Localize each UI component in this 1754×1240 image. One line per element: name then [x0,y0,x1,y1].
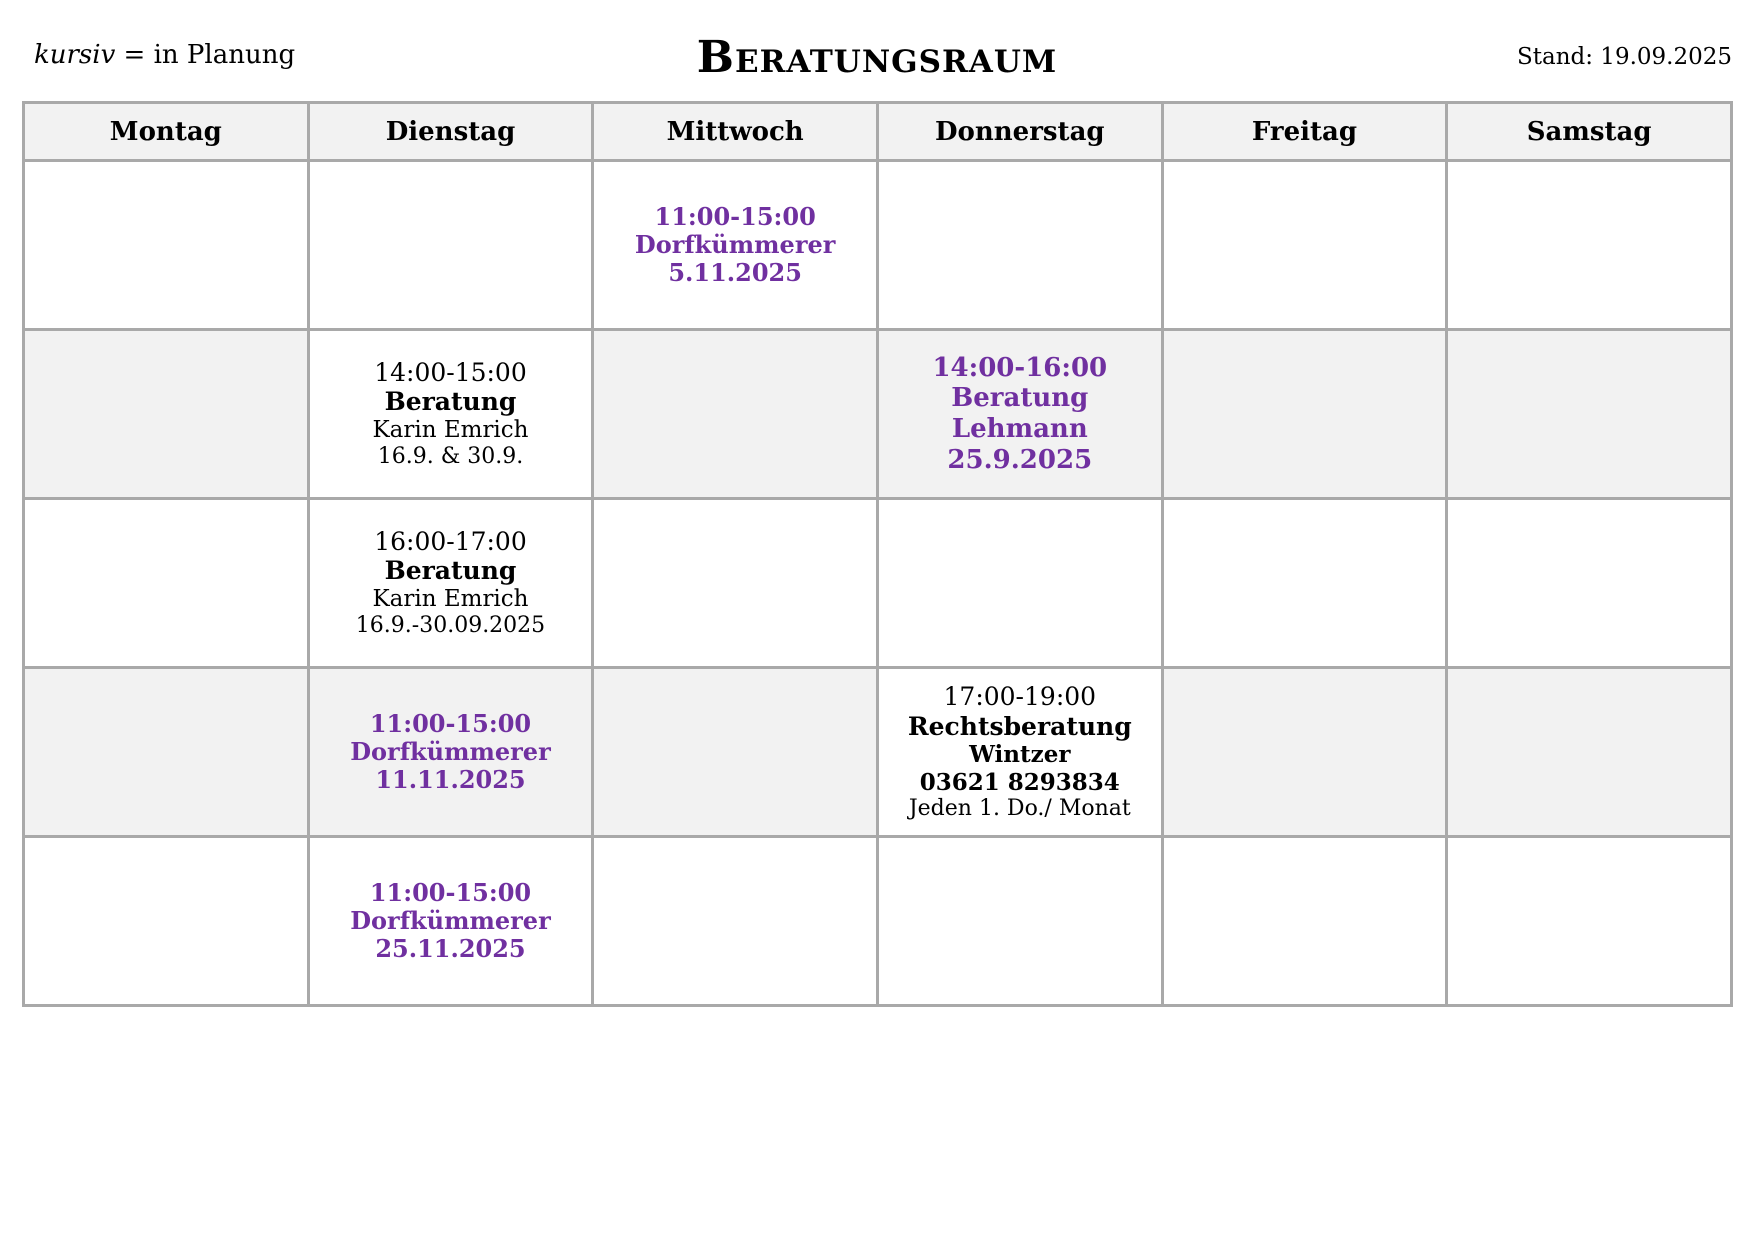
event-date: 11.11.2025 [375,765,526,795]
event-beratung-lehmann [885,353,1155,476]
col-header-freitag: Freitag [1162,103,1447,161]
cell-donnerstag [877,837,1162,1006]
cell-mittwoch [593,161,878,330]
cell-mittwoch [593,330,878,499]
col-header-montag: Montag [24,103,309,161]
cell-dienstag [308,837,593,1006]
table-row [24,668,1732,837]
cell-dienstag [308,668,593,837]
cell-donnerstag [877,330,1162,499]
event-time: 11:00-15:00 [369,708,532,738]
cell-dienstag [308,499,593,668]
event-note: Jeden 1. Do./ Monat [908,795,1131,821]
cell-mittwoch [593,668,878,837]
event-title: Beratung [384,556,517,586]
schedule-table [22,101,1733,1007]
cell-montag [24,161,309,330]
cell-mittwoch [593,837,878,1006]
event-title: Beratung Lehmann [951,383,1089,444]
event-time: 11:00-15:00 [369,877,532,907]
event-date: 16.9. & 30.9. [377,444,524,470]
cell-donnerstag [877,668,1162,837]
event-person: Karin Emrich [372,585,529,612]
header-row [24,103,1732,161]
event-date: 5.11.2025 [668,258,802,288]
legend-italic-sample: kursiv [34,40,116,70]
event-title: Dorfkümmerer [350,905,551,935]
event-person: Wintzer [969,741,1071,769]
cell-samstag [1447,161,1732,330]
cell-freitag [1162,499,1447,668]
event-time: 17:00-19:00 [943,682,1097,712]
event-rechtsberatung [885,682,1155,821]
page-header [22,28,1732,90]
cell-dienstag [308,161,593,330]
page-title: Beratungsraum [696,32,1058,83]
event-date: 25.9.2025 [947,444,1093,475]
cell-samstag [1447,837,1732,1006]
event-time: 11:00-15:00 [654,201,816,231]
event-beratung [316,358,586,470]
event-time: 14:00-16:00 [932,352,1108,383]
cell-mittwoch [593,499,878,668]
event-dorfkuemmerer [600,203,870,288]
col-header-mittwoch: Mittwoch [593,103,878,161]
event-title: Dorfkümmerer [634,229,836,259]
cell-dienstag [308,330,593,499]
cell-freitag [1162,668,1447,837]
event-title: Dorfkümmerer [350,736,551,766]
cell-samstag [1447,499,1732,668]
table-row [24,837,1732,1006]
cell-montag [24,668,309,837]
cell-samstag [1447,668,1732,837]
cell-freitag [1162,330,1447,499]
cell-freitag [1162,161,1447,330]
cell-freitag [1162,837,1447,1006]
table-row [24,330,1732,499]
event-dorfkuemmerer [316,710,586,795]
cell-samstag [1447,330,1732,499]
event-phone: 03621 8293834 [919,768,1120,796]
stand-date: Stand: 19.09.2025 [1517,44,1732,70]
event-date: 16.9.-30.09.2025 [355,613,546,639]
event-time: 16:00-17:00 [374,526,527,556]
event-title: Beratung [384,387,517,417]
cell-montag [24,330,309,499]
event-person: Karin Emrich [372,416,529,443]
cell-donnerstag [877,161,1162,330]
table-row [24,161,1732,330]
col-header-samstag: Samstag [1447,103,1732,161]
cell-donnerstag [877,499,1162,668]
col-header-dienstag: Dienstag [308,103,593,161]
col-header-donnerstag: Donnerstag [877,103,1162,161]
event-beratung [316,527,586,639]
cell-montag [24,837,309,1006]
event-date: 25.11.2025 [375,934,526,964]
event-time: 14:00-15:00 [374,357,527,387]
legend-text: = in Planung [115,40,296,70]
event-dorfkuemmerer [316,879,586,964]
event-title: Rechtsberatung [907,711,1132,741]
table-row [24,499,1732,668]
cell-montag [24,499,309,668]
